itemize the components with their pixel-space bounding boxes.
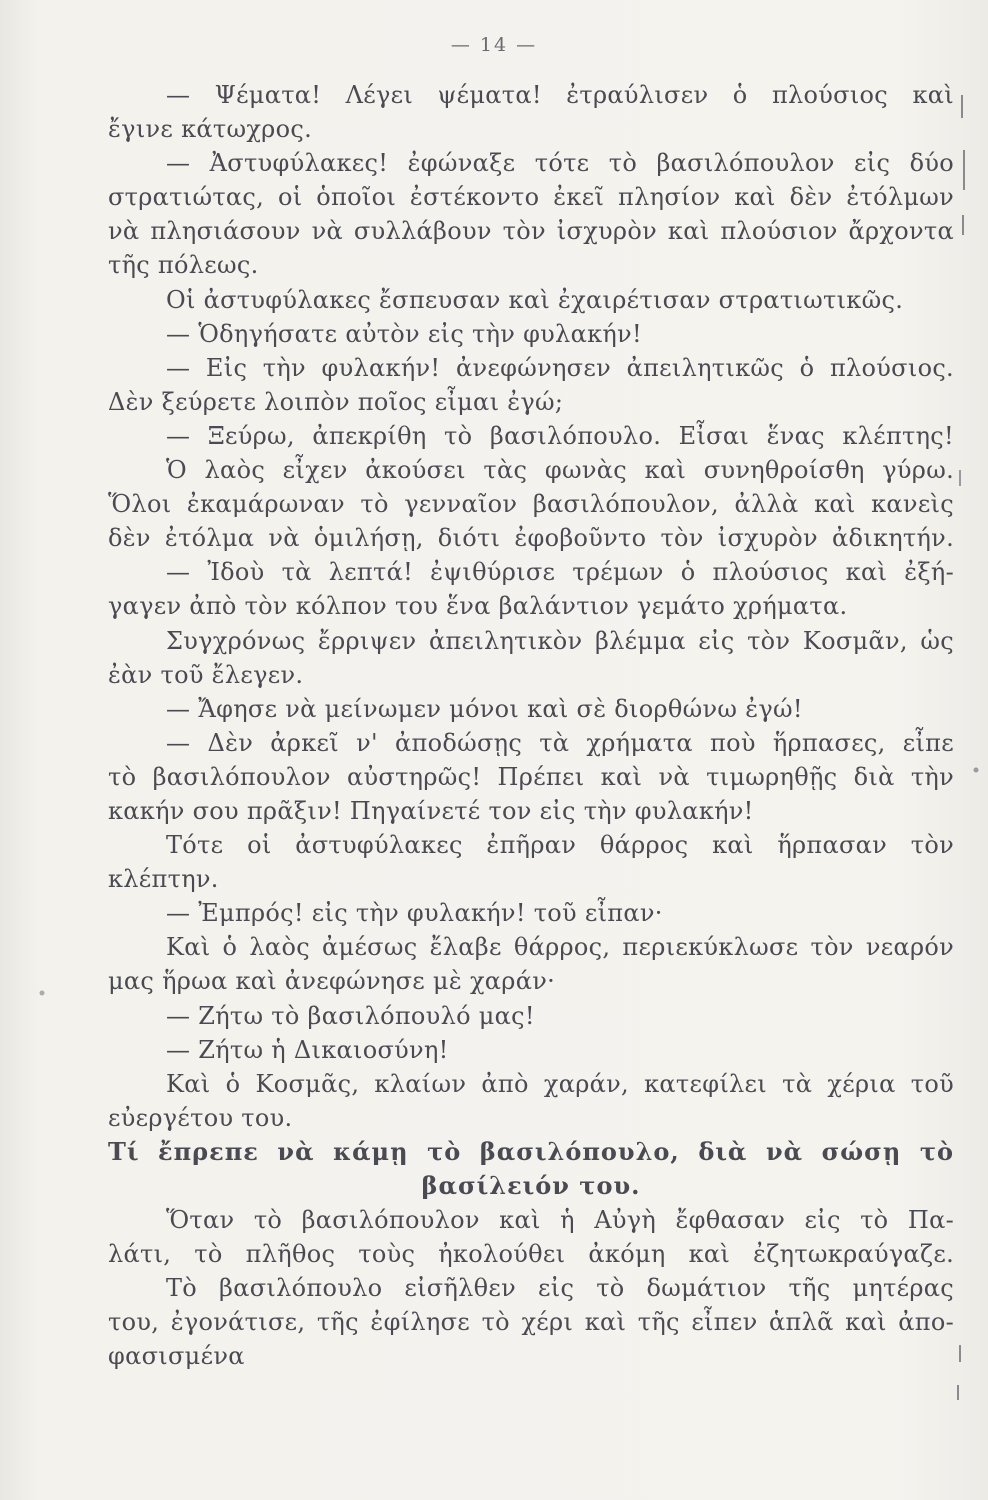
text-line: Δὲν ξεύρετε λοιπὸν ποῖος εἶμαι ἐγώ; [108, 387, 564, 416]
section-heading: Τί ἔπρεπε νὰ κάμῃ τὸ βασιλόπουλο, διὰ νὰ σώσῃ τὸ [108, 1136, 954, 1166]
body-text [108, 78, 954, 1374]
text-line: — Ὁδηγήσατε αὐτὸν εἰς τὴν φυλακήν! [166, 319, 642, 348]
text-line: Συγχρόνως ἔρριψεν ἀπειλητικὸν βλέμμα εἰς τὸν Κοσμᾶν, ὡς [166, 626, 954, 655]
text-line: Ὅλοι ἐκαμάρωναν τὸ γενναῖον βασιλόπουλον, ἀλλὰ καὶ κανεὶς [108, 490, 954, 519]
text-line: λάτι, τὸ πλῆθος τοὺς ἠκολούθει ἀκόμη καὶ ἐζητωκραύγαζε. [108, 1240, 954, 1269]
text-line: στρατιώτας, οἱ ὁποῖοι ἐστέκοντο ἐκεῖ πλησίον καὶ δὲν ἐτόλμων [108, 183, 954, 212]
text-line: τὸ βασιλόπουλον αὐστηρῶς! Πρέπει καὶ νὰ τιμωρηθῇς διὰ τὴν [108, 762, 954, 791]
text-line: Ὅταν τὸ βασιλόπουλον καὶ ἡ Αὐγὴ ἔφθασαν εἰς τὸ Πα- [166, 1206, 954, 1235]
text-line: γαγεν ἀπὸ τὸν κόλπον του ἕνα βαλάντιον γεμάτο χρήματα. [108, 592, 848, 621]
text-line: — Ἄφησε νὰ μείνωμεν μόνοι καὶ σὲ διορθώνω ἐγώ! [166, 694, 803, 723]
text-line: — Ἐμπρός! εἰς τὴν φυλακήν! τοῦ εἶπαν· [166, 899, 663, 928]
text-line: — Ἰδοὺ τὰ λεπτά! ἐψιθύρισε τρέμων ὁ πλούσιος καὶ ἐξή- [166, 558, 954, 587]
text-line: Οἱ ἀστυφύλακες ἔσπευσαν καὶ ἐχαιρέτισαν στρατιωτικῶς. [166, 285, 904, 314]
text-line: κλέπτην. [108, 865, 219, 894]
text-line: εὐεργέτου του. [108, 1103, 293, 1132]
text-line: Καὶ ὁ Κοσμᾶς, κλαίων ἀπὸ χαράν, κατεφίλει τὰ χέρια τοῦ [166, 1069, 954, 1098]
text-line: του, ἐγονάτισε, τῆς ἐφίλησε τὸ χέρι καὶ τῆς εἶπεν ἁπλᾶ καὶ ἀπο- [108, 1308, 954, 1337]
text-line: Τὸ βασιλόπουλο εἰσῆλθεν εἰς τὸ δωμάτιον τῆς μητέρας [166, 1274, 954, 1303]
text-line: μας ἥρωα καὶ ἀνεφώνησε μὲ χαράν· [108, 967, 556, 996]
text-line: — Ἀστυφύλακες! ἐφώναξε τότε τὸ βασιλόπουλον εἰς δύο [166, 149, 954, 178]
text-line: ἐὰν τοῦ ἔλεγεν. [108, 660, 304, 689]
section-heading: βασίλειόν του. [421, 1171, 641, 1200]
text-line: νὰ πλησιάσουν νὰ συλλάβουν τὸν ἰσχυρὸν καὶ πλούσιον ἄρχοντα [108, 217, 954, 246]
text-line: φασισμένα [108, 1342, 245, 1371]
text-line: κακήν σου πρᾶξιν! Πηγαίνετέ τον εἰς τὴν φυλακήν! [108, 796, 754, 825]
text-line: — Ζήτω τὸ βασιλόπουλό μας! [166, 1001, 535, 1030]
text-line: — Ψέματα! Λέγει ψέματα! ἐτραύλισεν ὁ πλούσιος καὶ [166, 81, 954, 109]
text-line: Τότε οἱ ἀστυφύλακες ἐπῆραν θάρρος καὶ ἥρπασαν τὸν [166, 831, 954, 860]
text-line: δὲν ἐτόλμα νὰ ὁμιλήσῃ, διότι ἐφοβοῦντο τὸν ἰσχυρὸν ἀδικητήν. [108, 524, 954, 553]
text-line: Ὁ λαὸς εἶχεν ἀκούσει τὰς φωνὰς καὶ συνηθροίσθη γύρω. [166, 456, 954, 485]
text-line: ἔγινε κάτωχρος. [108, 115, 313, 144]
text-line: τῆς πόλεως. [108, 251, 259, 280]
text-line: — Δὲν ἀρκεῖ ν' ἀποδώσῃς τὰ χρήματα ποὺ ἥρπασες, εἶπε [166, 728, 954, 757]
text-line: — Ζήτω ἡ Δικαιοσύνη! [166, 1035, 449, 1064]
page-number: — 14 — [450, 34, 538, 56]
text-line: — Ξεύρω, ἀπεκρίθη τὸ βασιλόπουλο. Εἶσαι ἕνας κλέπτης! [166, 421, 954, 450]
text-line: — Εἰς τὴν φυλακήν! ἀνεφώνησεν ἀπειλητικῶς ὁ πλούσιος. [166, 353, 954, 382]
text-line: Καὶ ὁ λαὸς ἀμέσως ἔλαβε θάρρος, περιεκύκλωσε τὸν νεαρόν [166, 933, 954, 962]
